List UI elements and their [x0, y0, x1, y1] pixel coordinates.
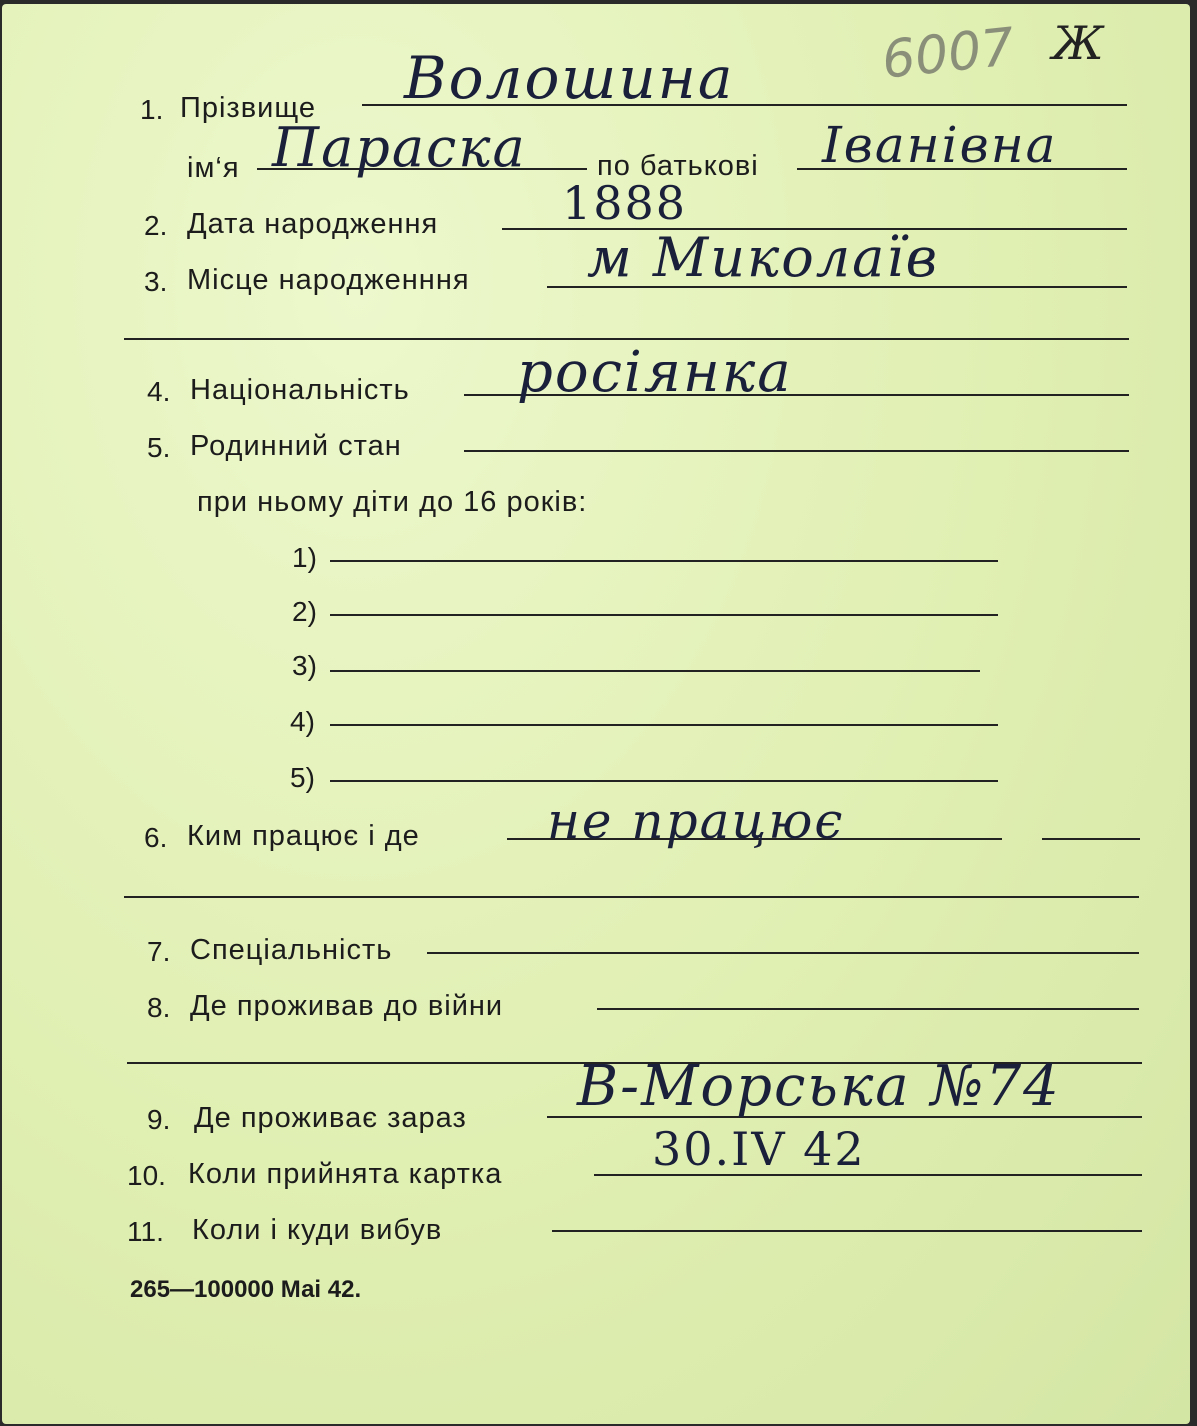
field-11-number: 11.: [127, 1216, 164, 1247]
nationality-label: Національність: [190, 374, 410, 406]
field-2-number: 2.: [144, 210, 168, 241]
specialty-line: [427, 952, 1139, 954]
specialty-label: Спеціальність: [190, 934, 393, 966]
registration-card: [2, 4, 1190, 1424]
field-6-number: 6.: [144, 822, 168, 853]
field-5-number: 5.: [147, 432, 171, 463]
child-3-number: 3): [292, 650, 317, 681]
field-1-number: 1.: [140, 94, 164, 125]
birth-date-label: Дата народження: [187, 208, 439, 240]
departed-line: [552, 1230, 1142, 1232]
archive-letter: Ж: [1052, 16, 1104, 70]
child-4-number: 4): [290, 706, 315, 737]
work-value: не працює: [547, 792, 845, 850]
marital-status-label: Родинний стан: [190, 430, 402, 462]
patronymic-value: Іванівна: [822, 116, 1058, 174]
child-5-number: 5): [290, 762, 315, 793]
current-residence-label: Де проживає зараз: [194, 1102, 467, 1134]
field-4-number: 4.: [147, 376, 171, 407]
prewar-residence-line: [597, 1008, 1139, 1010]
child-4-line: [330, 724, 998, 726]
archive-number: 6007: [879, 17, 1018, 91]
field-9-number: 9.: [147, 1104, 171, 1135]
surname-value: Волошина: [404, 44, 735, 112]
field-8-number: 8.: [147, 992, 171, 1023]
patronymic-label: по батькові: [597, 150, 759, 182]
card-accepted-value: 30.IV 42: [652, 1122, 866, 1176]
work-label: Ким працює і де: [187, 820, 420, 852]
extra-line-6: [124, 896, 1139, 898]
current-residence-value: В-Морська №74: [577, 1054, 1061, 1119]
child-5-line: [330, 780, 998, 782]
marital-status-line: [464, 450, 1129, 452]
card-accepted-label: Коли прийнята картка: [188, 1158, 503, 1190]
child-3-line: [330, 670, 980, 672]
child-1-line: [330, 560, 998, 562]
print-run-footer: 265—100000 Маі 42.: [130, 1276, 362, 1303]
first-name-value: Параска: [272, 116, 527, 179]
child-2-number: 2): [292, 596, 317, 627]
birth-date-value: 1888: [562, 176, 688, 230]
prewar-residence-label: Де проживав до війни: [190, 990, 504, 1022]
birthplace-label: Місце народженння: [187, 264, 470, 296]
child-1-number: 1): [292, 542, 317, 573]
child-2-line: [330, 614, 998, 616]
departed-label: Коли і куди вибув: [192, 1214, 443, 1246]
field-7-number: 7.: [147, 936, 171, 967]
work-line-b: [1042, 838, 1140, 840]
birthplace-value: м Миколаїв: [587, 226, 940, 289]
nationality-value: росіянка: [517, 340, 793, 405]
field-10-number: 10.: [127, 1160, 166, 1191]
children-label: при ньому діти до 16 років:: [197, 486, 588, 518]
field-3-number: 3.: [144, 266, 168, 297]
surname-label: Прізвище: [180, 92, 316, 124]
first-name-label: ім‘я: [187, 152, 240, 184]
